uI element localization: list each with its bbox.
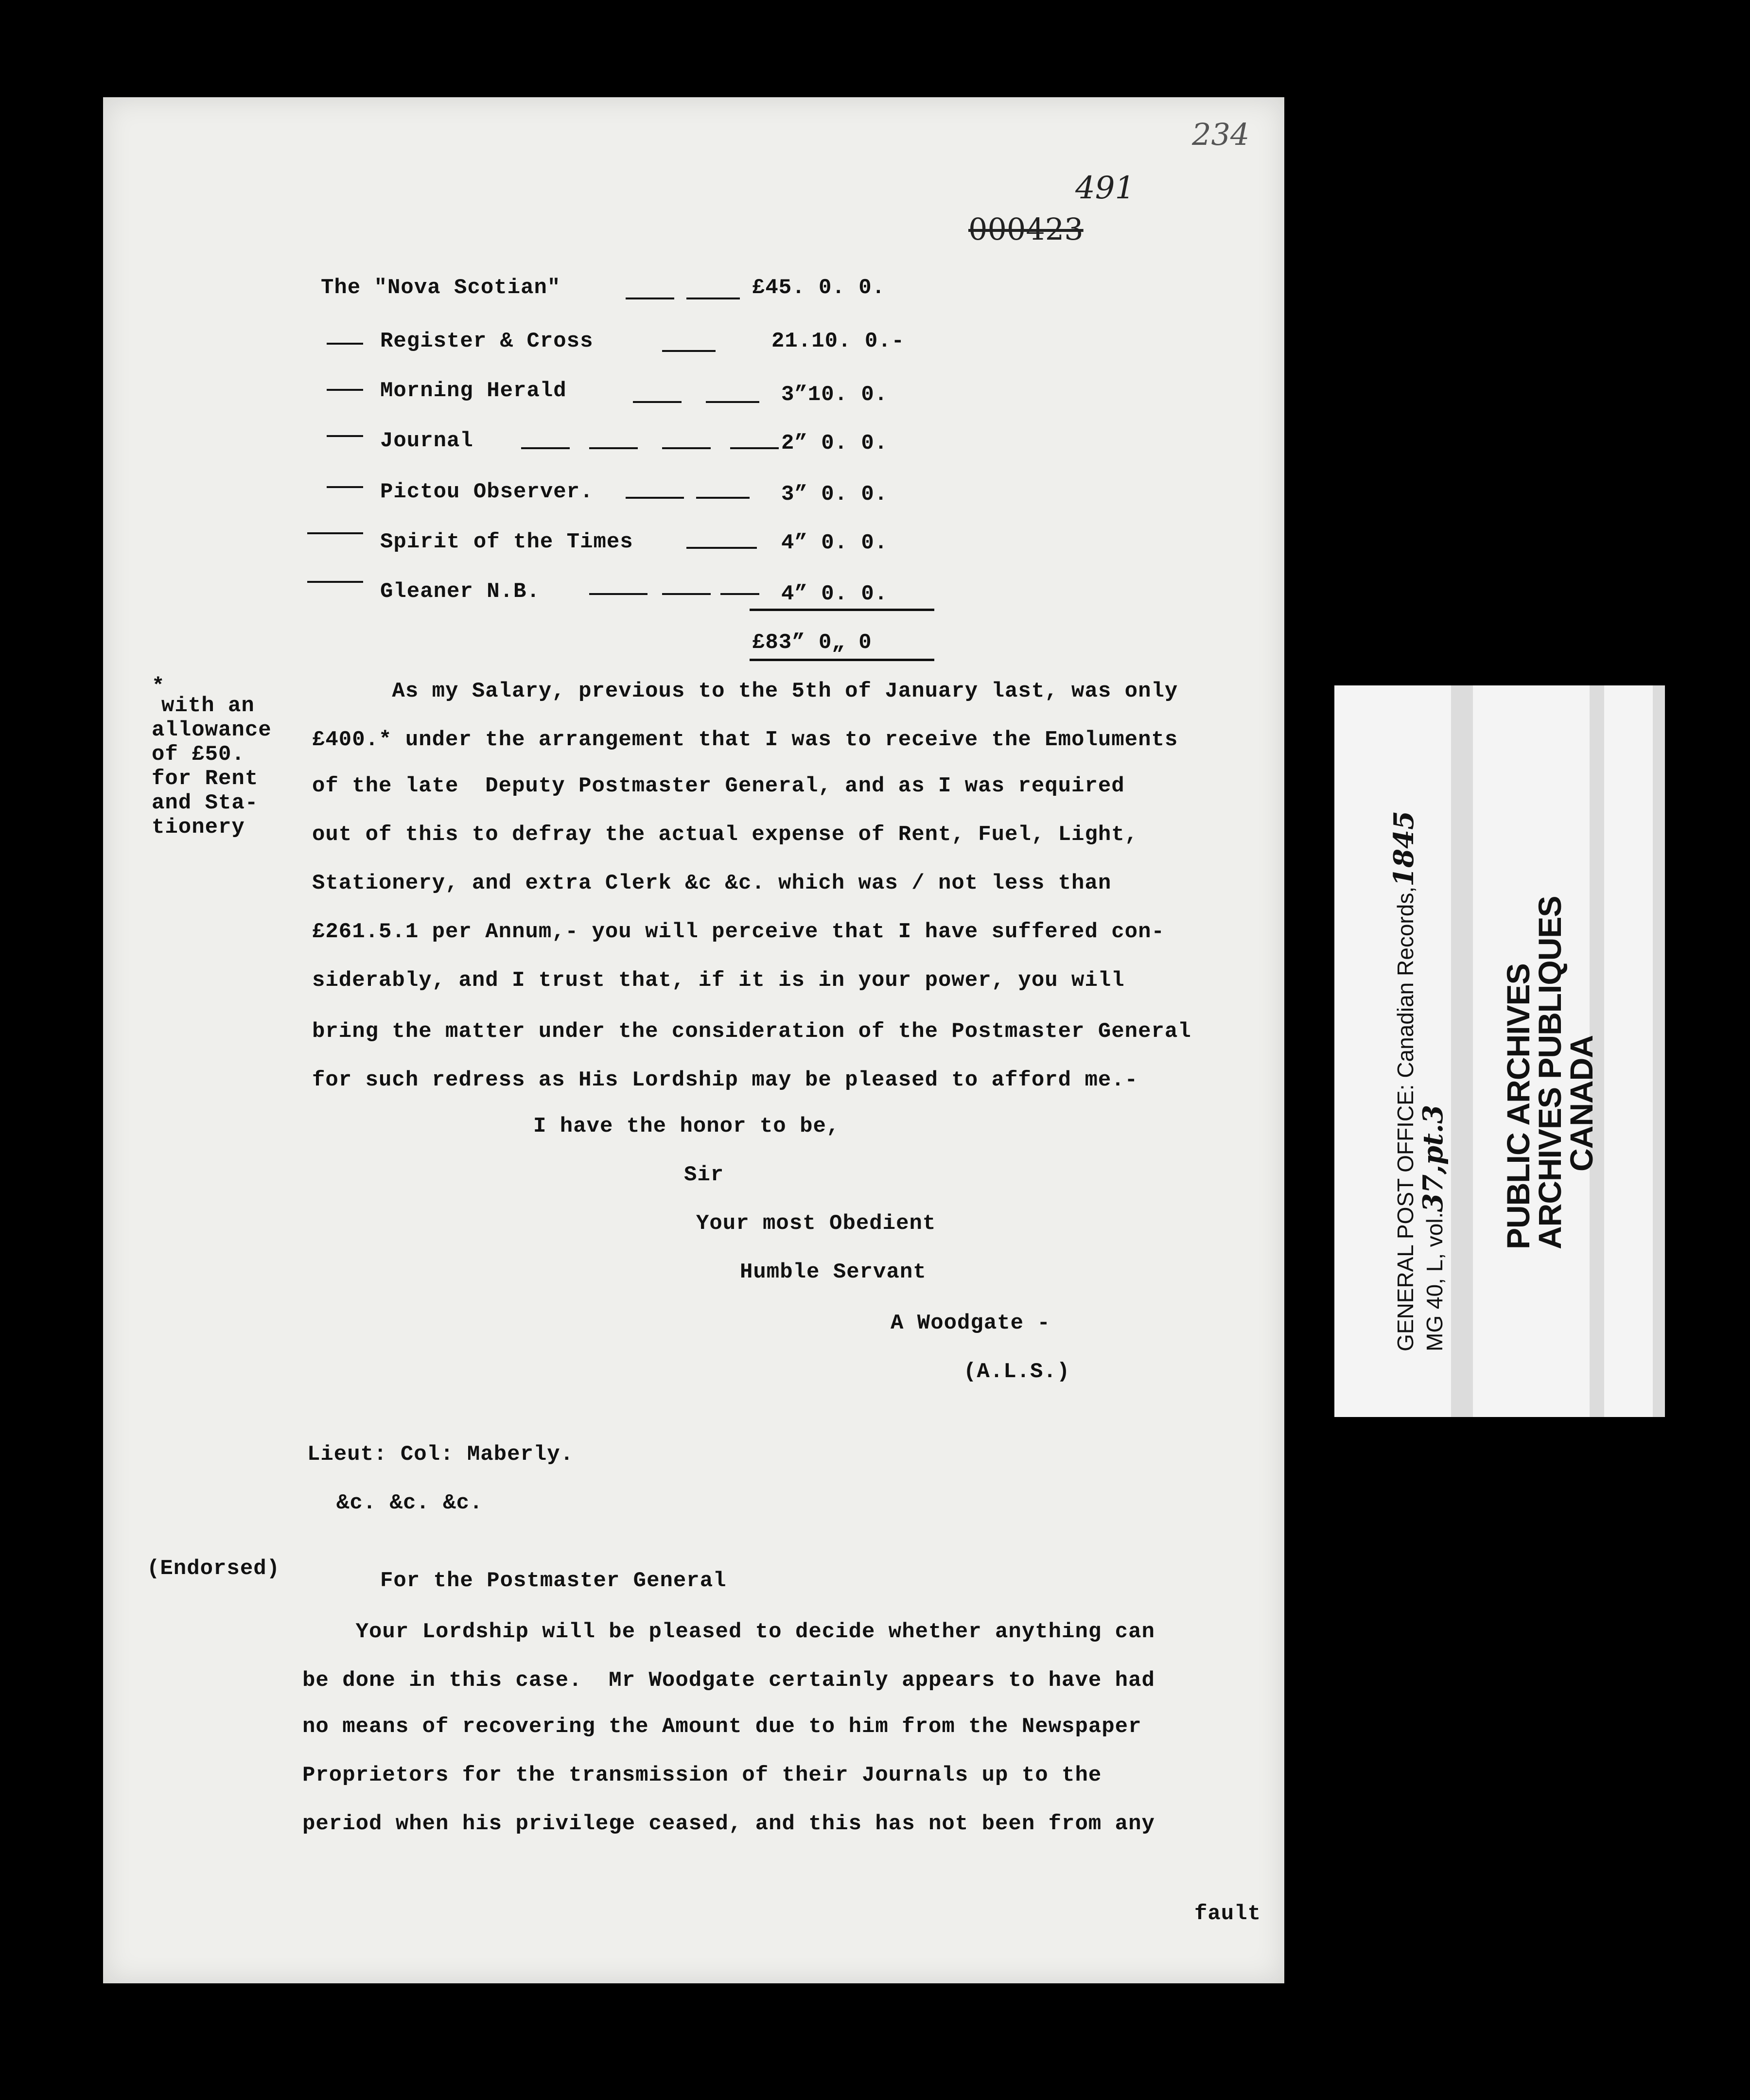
archive-label-volume: 37,pt.3 (1417, 1104, 1449, 1212)
endorsement-line: Proprietors for the transmission of their Journals up to the (302, 1763, 1102, 1787)
archive-label: GENERAL POST OFFICE: Canadian Records,1845 MG 40, L, vol.37,pt.3 PUBLIC ARCHIVES ARCHIVES PUBLIQUES CANADA (1334, 685, 1665, 1417)
letter-line: siderably, and I trust that, if it is in your power, you will (312, 968, 1125, 993)
letter-line: As my Salary, previous to the 5th of January last, was only (312, 679, 1178, 703)
total-amount: £83” 0„ 0 (752, 630, 872, 655)
folio-pencil-number: 234 (1192, 117, 1250, 152)
closing-obedient: Your most Obedient (696, 1211, 936, 1236)
archive-label-line2: MG 40, L, vol.37,pt.3 (1417, 1104, 1449, 1351)
addressee-name: Lieut: Col: Maberly. (307, 1442, 574, 1467)
newspaper-amount: 4” 0. 0. (781, 531, 888, 555)
newspaper-name: Register & Cross (380, 329, 594, 353)
letter-line: £261.5.1 per Annum,- you will perceive that I have suffered con- (312, 920, 1165, 944)
document-page: 234 491 000423 The "Nova Scotian" £45. 0. 0. Register & Cross 21.10. 0.- Morning Herald 3”10. 0. Journal 2” 0. 0. Pictou Observer. 3” 0. 0. Spirit of the Times 4” 0. 0. Gleaner N.B. 4” 0. 0. £83” 0„ 0 * with an allowance of £50. for Rent and Sta- tionery As my Salary, previous to the 5th of January last, was only £400.* under the arrangement that I was to receive the Emoluments of the late Deputy Postmaster General, and as I was required out of this to defray the actual expense of Rent, Fuel, Light, Stationery, and extra Clerk &c &c. which was / not less than £261.5.1 per Annum,- you will perceive that I have suffered con- siderably, and I trust that, if it is in your power, you will bring the matter under the consideration of the Postmaster General for such redress as His Lordship may be pleased to afford me.- I have the honor to be, Sir Your most Obedient Humble Servant A Woodgate - (A.L.S.) Lieut: Col: Maberly. &c. &c. &c. (Endorsed) For the Postmaster General Your Lordship will be pleased to decide whether anything can be done in this case. Mr Woodgate certainly appears to have had no means of recovering the Amount due to him from the Newspaper Proprietors for the transmission of their Journals up to the period when his privilege ceased, and this has not been from any fault (103, 97, 1284, 1983)
newspaper-amount: 21.10. 0.- (771, 329, 905, 353)
endorsement-line: no means of recovering the Amount due to him from the Newspaper (302, 1715, 1142, 1739)
newspaper-name: Pictou Observer. (380, 480, 594, 504)
newspaper-amount: 3”10. 0. (781, 383, 888, 407)
newspaper-name: Gleaner N.B. (380, 579, 540, 604)
total-rule (750, 659, 934, 661)
newspaper-amount: 2” 0. 0. (781, 431, 888, 455)
folio-struck-number: 000423 (968, 211, 1084, 247)
letter-line: £400.* under the arrangement that I was to receive the Emoluments (312, 728, 1178, 752)
letter-line: out of this to defray the actual expense of Rent, Fuel, Light, (312, 822, 1138, 847)
newspaper-amount: 3” 0. 0. (781, 482, 888, 507)
endorsement-heading: For the Postmaster General (380, 1569, 727, 1593)
folio-handwritten-number: 491 (1075, 170, 1135, 206)
addressee-etc: &c. &c. &c. (336, 1491, 483, 1515)
letter-line: for such redress as His Lordship may be pleased to afford me.- (312, 1068, 1138, 1092)
endorsement-line: period when his privilege ceased, and this has not been from any (302, 1812, 1155, 1836)
newspaper-name: Morning Herald (380, 379, 567, 403)
letter-line: bring the matter under the consideration of the Postmaster General (312, 1019, 1191, 1044)
letter-line: of the late Deputy Postmaster General, and as I was required (312, 774, 1125, 798)
newspaper-amount: 4” 0. 0. (781, 582, 888, 606)
archive-label-line1: GENERAL POST OFFICE: Canadian Records,1845 (1388, 811, 1420, 1351)
catchword: fault (1194, 1902, 1261, 1926)
newspaper-name: The "Nova Scotian" (321, 276, 561, 300)
endorsement-line: Your Lordship will be pleased to decide whether anything can (302, 1620, 1155, 1644)
endorsement-tag: (Endorsed) (147, 1557, 280, 1581)
newspaper-name: Spirit of the Times (380, 530, 633, 554)
closing-sir: Sir (684, 1163, 724, 1187)
archive-label-year: 1845 (1388, 811, 1420, 887)
endorsement-line: be done in this case. Mr Woodgate certainly appears to have had (302, 1668, 1155, 1693)
sum-rule (750, 609, 934, 611)
closing-als: (A.L.S.) (963, 1360, 1070, 1384)
newspaper-name: Journal (380, 429, 473, 453)
closing-signature: A Woodgate - (891, 1311, 1050, 1335)
newspaper-amount: £45. 0. 0. (752, 276, 886, 300)
letter-line: Stationery, and extra Clerk &c &c. which was / not less than (312, 871, 1112, 895)
closing-honor: I have the honor to be, (533, 1114, 840, 1138)
closing-servant: Humble Servant (740, 1260, 927, 1284)
